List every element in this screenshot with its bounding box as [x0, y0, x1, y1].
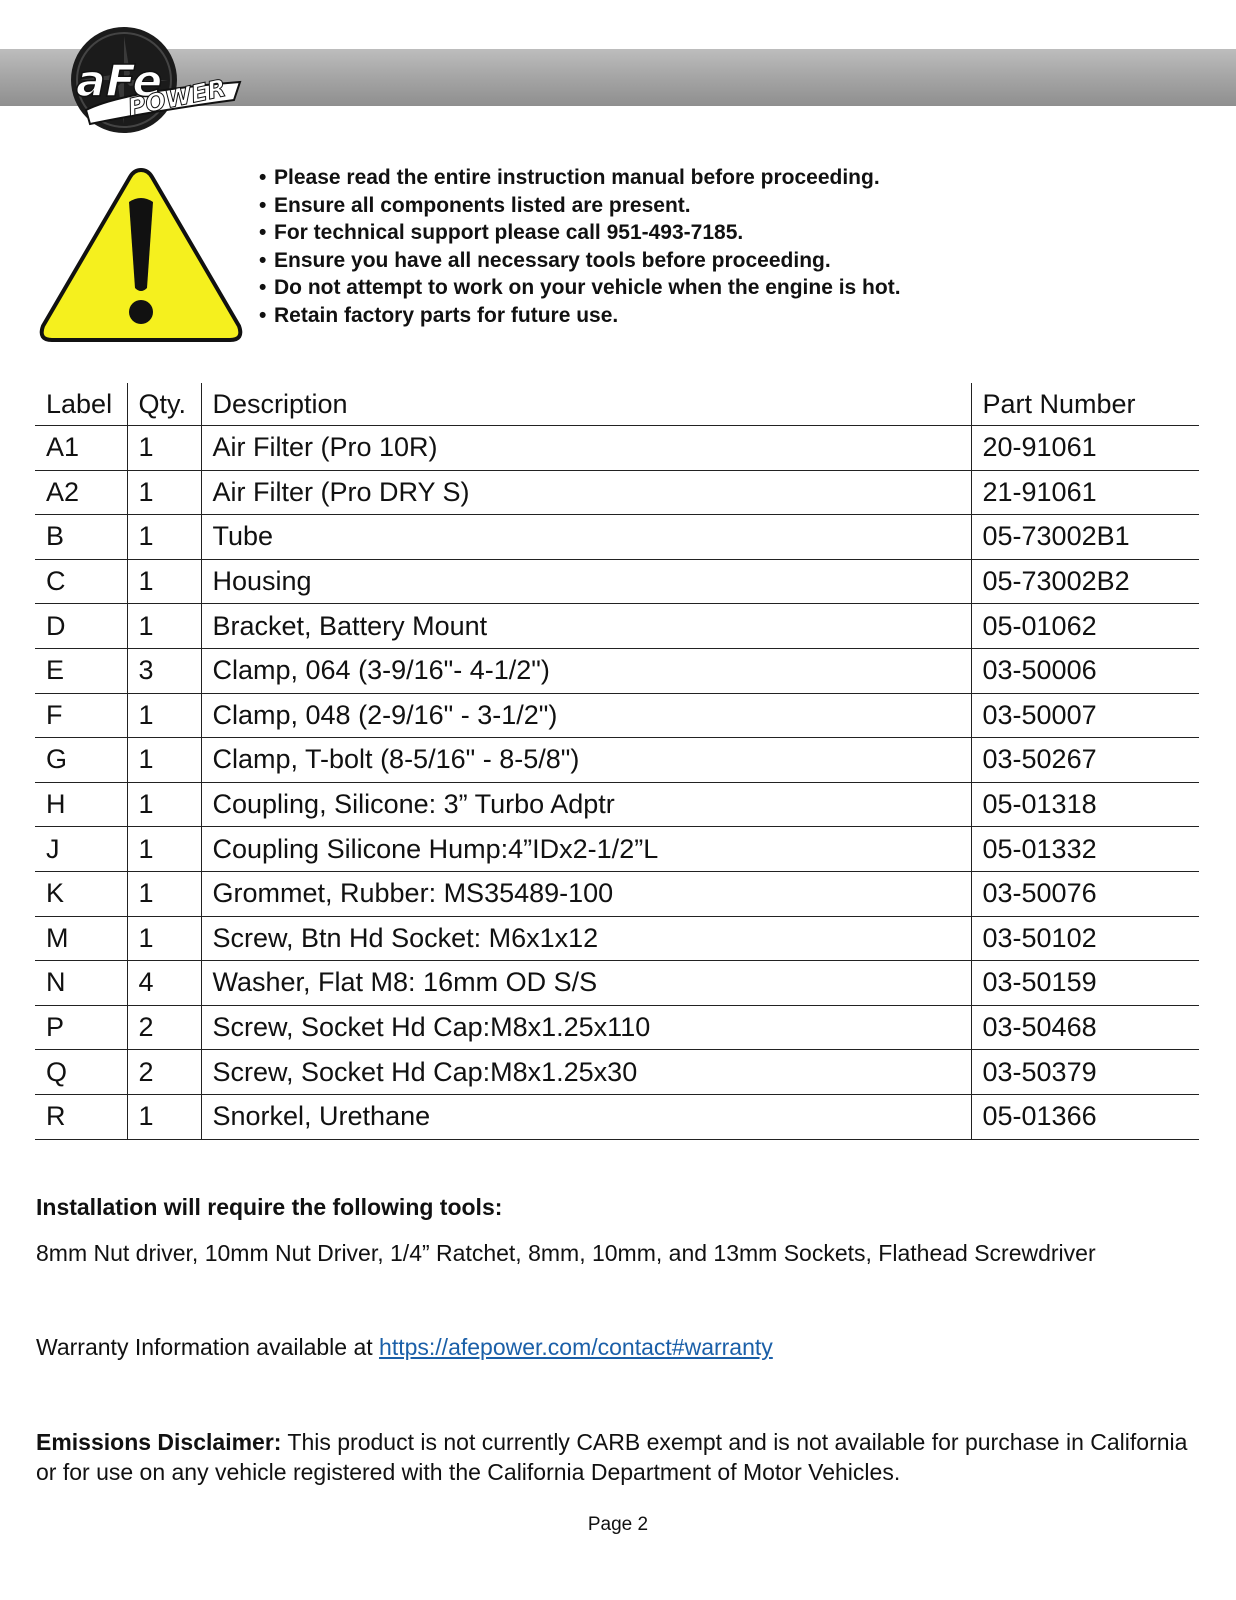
- cell-qty: 1: [127, 827, 201, 872]
- notice-item: [259, 164, 901, 192]
- bullet: •: [259, 221, 267, 245]
- tools-heading: Installation will require the following tools:: [36, 1194, 503, 1220]
- cell-description: Clamp, 064 (3-9/16"- 4-1/2"): [201, 648, 971, 693]
- cell-label: G: [35, 738, 127, 783]
- table-row: [35, 559, 1199, 604]
- notice-item: [259, 192, 901, 220]
- cell-description: Washer, Flat M8: 16mm OD S/S: [201, 961, 971, 1006]
- cell-description: Screw, Btn Hd Socket: M6x1x12: [201, 916, 971, 961]
- cell-label: E: [35, 648, 127, 693]
- cell-label: K: [35, 871, 127, 916]
- cell-description: Housing: [201, 559, 971, 604]
- cell-description: Bracket, Battery Mount: [201, 604, 971, 649]
- cell-description: Air Filter (Pro DRY S): [201, 470, 971, 515]
- column-header-description: Description: [201, 383, 971, 426]
- cell-label: B: [35, 515, 127, 560]
- parts-table: [35, 383, 1199, 1140]
- cell-part-number: 03-50379: [971, 1050, 1199, 1095]
- table-row: [35, 916, 1199, 961]
- cell-part-number: 03-50007: [971, 693, 1199, 738]
- cell-part-number: 03-50006: [971, 648, 1199, 693]
- cell-qty: 1: [127, 916, 201, 961]
- cell-part-number: 20-91061: [971, 426, 1199, 471]
- cell-part-number: 03-50102: [971, 916, 1199, 961]
- cell-label: Q: [35, 1050, 127, 1095]
- table-row: [35, 961, 1199, 1006]
- bullet: •: [259, 193, 267, 217]
- cell-description: Air Filter (Pro 10R): [201, 426, 971, 471]
- cell-qty: 1: [127, 871, 201, 916]
- notice-item: [259, 219, 901, 247]
- page-number: Page 2: [587, 1514, 649, 1535]
- cell-label: M: [35, 916, 127, 961]
- table-row: [35, 1094, 1199, 1139]
- bullet: •: [259, 303, 267, 327]
- table-row: [35, 738, 1199, 783]
- cell-description: Screw, Socket Hd Cap:M8x1.25x30: [201, 1050, 971, 1095]
- bullet: •: [259, 166, 267, 189]
- column-header-qty: Qty.: [127, 383, 201, 426]
- bullet: •: [259, 276, 267, 300]
- table-row: [35, 871, 1199, 916]
- cell-qty: 1: [127, 738, 201, 783]
- table-row: [35, 648, 1199, 693]
- notice-item: [259, 247, 901, 275]
- cell-part-number: 03-50159: [971, 961, 1199, 1006]
- cell-description: Screw, Socket Hd Cap:M8x1.25x110: [201, 1005, 971, 1050]
- cell-label: J: [35, 827, 127, 872]
- table-row: [35, 1050, 1199, 1095]
- emissions-label: Emissions Disclaimer:: [36, 1429, 282, 1455]
- table-row: [35, 426, 1199, 471]
- table-row: [35, 693, 1199, 738]
- cell-part-number: 05-01366: [971, 1094, 1199, 1139]
- notice-item: [259, 274, 901, 302]
- logo-subtext: POWER: [125, 73, 229, 122]
- cell-qty: 1: [127, 470, 201, 515]
- emissions-disclaimer: [36, 1427, 1196, 1487]
- parts-table-body: [35, 426, 1199, 1140]
- warranty-line: [36, 1334, 773, 1361]
- cell-label: R: [35, 1094, 127, 1139]
- warning-triangle-icon: [36, 164, 246, 346]
- afe-power-logo: [68, 24, 246, 136]
- cell-part-number: 05-01332: [971, 827, 1199, 872]
- tools-list: 8mm Nut driver, 10mm Nut Driver, 1/4” Ratchet, 8mm, 10mm, and 13mm Sockets, Flathead Screwdriver: [36, 1240, 1096, 1266]
- cell-qty: 1: [127, 782, 201, 827]
- column-header-part-number: Part Number: [971, 383, 1199, 426]
- cell-part-number: 05-01062: [971, 604, 1199, 649]
- cell-qty: 1: [127, 515, 201, 560]
- cell-qty: 2: [127, 1005, 201, 1050]
- cell-qty: 1: [127, 604, 201, 649]
- bullet: •: [259, 248, 267, 272]
- table-row: [35, 604, 1199, 649]
- cell-label: A1: [35, 426, 127, 471]
- cell-qty: 1: [127, 426, 201, 471]
- cell-description: Clamp, 048 (2-9/16" - 3-1/2"): [201, 693, 971, 738]
- table-row: [35, 827, 1199, 872]
- cell-description: Grommet, Rubber: MS35489-100: [201, 871, 971, 916]
- notice-text: Do not attempt to work on your vehicle when the engine is hot.: [274, 276, 901, 300]
- cell-description: Tube: [201, 515, 971, 560]
- column-header-label: Label: [35, 383, 127, 426]
- notice-text: Ensure you have all necessary tools before proceeding.: [274, 248, 831, 272]
- cell-description: Clamp, T-bolt (8-5/16" - 8-5/8"): [201, 738, 971, 783]
- cell-label: C: [35, 559, 127, 604]
- warranty-text: Warranty Information available at: [36, 1334, 380, 1360]
- cell-qty: 1: [127, 1094, 201, 1139]
- notice-item: [259, 302, 901, 330]
- cell-description: Coupling Silicone Hump:4”IDx2-1/2”L: [201, 827, 971, 872]
- table-row: [35, 515, 1199, 560]
- notice-text: For technical support please call 951-493-7185.: [274, 221, 744, 245]
- table-row: [35, 470, 1199, 515]
- cell-qty: 3: [127, 648, 201, 693]
- cell-part-number: 21-91061: [971, 470, 1199, 515]
- cell-description: Snorkel, Urethane: [201, 1094, 971, 1139]
- table-header-row: [35, 383, 1199, 426]
- cell-qty: 1: [127, 559, 201, 604]
- table-row: [35, 782, 1199, 827]
- notice-text: Ensure all components listed are present.: [274, 193, 691, 217]
- cell-part-number: 05-73002B2: [971, 559, 1199, 604]
- notice-text: Please read the entire instruction manual before proceeding.: [274, 166, 880, 189]
- safety-notices: [259, 164, 901, 330]
- cell-label: H: [35, 782, 127, 827]
- emissions-text: This product is not currently CARB exempt and is not available for purchase in California or for use on any vehicle registered with the California Department of Motor Vehicles.: [36, 1429, 1188, 1485]
- cell-part-number: 03-50076: [971, 871, 1199, 916]
- cell-qty: 4: [127, 961, 201, 1006]
- cell-qty: 1: [127, 693, 201, 738]
- table-row: [35, 1005, 1199, 1050]
- cell-label: P: [35, 1005, 127, 1050]
- cell-label: F: [35, 693, 127, 738]
- cell-part-number: 03-50267: [971, 738, 1199, 783]
- notice-text: Retain factory parts for future use.: [274, 303, 619, 327]
- cell-part-number: 05-01318: [971, 782, 1199, 827]
- cell-qty: 2: [127, 1050, 201, 1095]
- warranty-link[interactable]: https://afepower.com/contact#warranty: [379, 1334, 773, 1360]
- cell-label: N: [35, 961, 127, 1006]
- cell-description: Coupling, Silicone: 3” Turbo Adptr: [201, 782, 971, 827]
- cell-part-number: 05-73002B1: [971, 515, 1199, 560]
- cell-part-number: 03-50468: [971, 1005, 1199, 1050]
- logo-text: aFe: [76, 56, 163, 107]
- cell-label: D: [35, 604, 127, 649]
- cell-label: A2: [35, 470, 127, 515]
